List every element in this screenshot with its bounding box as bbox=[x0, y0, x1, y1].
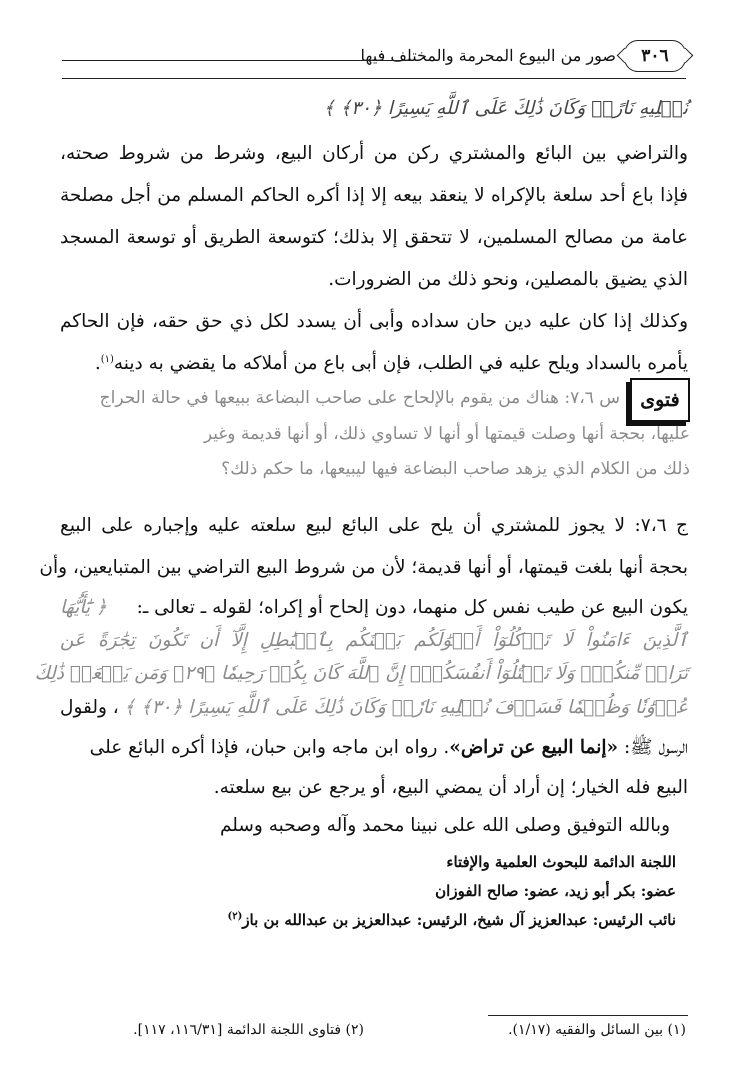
answer-line bbox=[60, 737, 688, 763]
answer-line: ج ٧،٦: لا يجوز للمشتري أن يلح على البائع لبيع سلعته عليه وإجباره على البيع bbox=[60, 515, 688, 536]
paragraph-line: وكذلك إذا كان عليه دين حان سداده وأبى أن يسدد لكل ذي حق حقه، فإن الحاكم bbox=[60, 311, 688, 332]
paragraph-end: . bbox=[94, 353, 101, 374]
answer-line bbox=[60, 597, 688, 618]
verse-end: عُدۡوَٰنٗا وَظُلۡمٗا فَسَوۡفَ نُصۡلِيهِ نَارٗاۚ وَكَانَ ذَٰلِكَ عَلَى ٱللَّهِ يَسِيرًا ﴿٣٠﴾ ﴾ bbox=[124, 697, 688, 718]
answer-text: . رواه ابن ماجه وابن حبان، فإذا أكره البائع على bbox=[89, 737, 450, 758]
paragraph-line bbox=[60, 353, 688, 374]
paragraph-line: والتراضي بين البائع والمشتري ركن من أركان البيع، وشرط من شروط صحته، bbox=[60, 143, 688, 164]
committee-name: اللجنة الدائمة للبحوث العلمية والإفتاء bbox=[446, 853, 676, 871]
paragraph-line: فإذا باع أحد سلعة بالإكراه لا ينعقد بيعه إلا إذا أكره الحاكم المسلم من أجل مصلحة bbox=[60, 185, 688, 206]
answer-line bbox=[60, 697, 688, 718]
paragraph-line: عامة من مصالح المسلمين، لا تتحقق إلا بذلك؛ كتوسعة الطريق أو توسعة المسجد bbox=[60, 227, 688, 248]
footnote-1: (١) بين السائل والفقيه (١/١٧). bbox=[508, 1022, 686, 1038]
running-title: صور من البيوع المحرمة والمختلف فيها bbox=[360, 46, 616, 65]
question-line: س ٧،٦: هناك من يقوم بالإلحاح على صاحب البضاعة ببيعها في حالة الحراج bbox=[99, 388, 620, 408]
verse-continuation: نُصۡلِيهِ نَارًاۚ وَكَانَ ذَٰلِكَ عَلَى ٱللَّهِ يَسِيرًا ﴿٣٠﴾ ﴾ bbox=[323, 98, 688, 119]
fatwa-label-box: فتوى bbox=[630, 378, 690, 422]
paragraph-text: يأمره بالسداد ويلح عليه في الطلب، فإن أبى باع من أملاكه ما يقضي به دينه bbox=[113, 353, 688, 374]
answer-line: البيع فله الخيار؛ إن أراد أن يمضي البيع، أو يرجع عن بيع سلعته. bbox=[213, 777, 688, 798]
footnote-ref-1[interactable]: (١) bbox=[100, 353, 114, 365]
hadith-quote: «إنما البيع عن تراض» bbox=[449, 737, 619, 758]
answer-text: يكون البيع عن طيب نفس كل منهما، دون إلحاح أو إكراه؛ لقوله ـ تعالى ـ: bbox=[136, 597, 688, 618]
header-rule bbox=[62, 60, 411, 61]
page-header bbox=[62, 40, 686, 80]
closing-line: وبالله التوفيق وصلى الله على نبينا محمد وآله وصحبه وسلم bbox=[219, 815, 670, 836]
answer-line: بحجة أنها بلغت قيمتها، أو أنها قديمة؛ لأن من شروط البيع التراضي بين المتبايعين، وأن bbox=[39, 557, 688, 578]
footnote-ref-2[interactable]: (٢) bbox=[227, 911, 243, 922]
committee-leaders bbox=[227, 911, 676, 929]
paragraph-line: الذي يضيق بالمصلين، ونحو ذلك من الضرورات. bbox=[328, 269, 688, 290]
page-number: ٣٠٦ bbox=[624, 40, 686, 72]
footnote-2: (٢) فتاوى اللجنة الدائمة [١١٦/٣١، ١١٧]. bbox=[133, 1022, 364, 1038]
verse-start: ﴿ يَٰٓأَيُّهَا bbox=[60, 597, 107, 618]
verse-line: ٱلَّذِينَ ءَامَنُواْ لَا تَأۡكُلُوٓاْ أَمۡوَٰلَكُم بَيۡنَكُم بِٱلۡبَٰطِلِ إِلَّآ أَن تَكُونَ تِجَٰرَةً عَن bbox=[60, 630, 688, 651]
question-line: ذلك من الكلام الذي يزهد صاحب البضاعة فيها ليبيعها، ما حكم ذلك؟ bbox=[221, 459, 690, 479]
footnote-rule bbox=[488, 1015, 688, 1016]
header-divider bbox=[62, 78, 686, 79]
answer-text: ، ولقول bbox=[60, 697, 119, 718]
question-line: عليها، بحجة أنها وصلت قيمتها أو أنها لا تساوي ذلك، أو أنها قديمة وغير bbox=[203, 424, 690, 444]
answer-text: الرسول ﷺ: bbox=[623, 737, 688, 758]
leaders-text: نائب الرئيس: عبدالعزيز آل شيخ، الرئيس: عبدالعزيز بن عبدالله بن باز bbox=[242, 911, 676, 929]
verse-line: تَرَاضٖ مِّنكُمۡۚ وَلَا تَقۡتُلُوٓاْ أَنفُسَكُمۡۚ إِنَّ ٱللَّهَ كَانَ بِكُمۡ رَحِيمٗا ﴿٢٩﴾ وَمَن يَفۡعَلۡ ذَٰلِكَ bbox=[34, 663, 688, 684]
committee-members: عضو: بكر أبو زيد، عضو: صالح الفوزان bbox=[435, 882, 676, 900]
